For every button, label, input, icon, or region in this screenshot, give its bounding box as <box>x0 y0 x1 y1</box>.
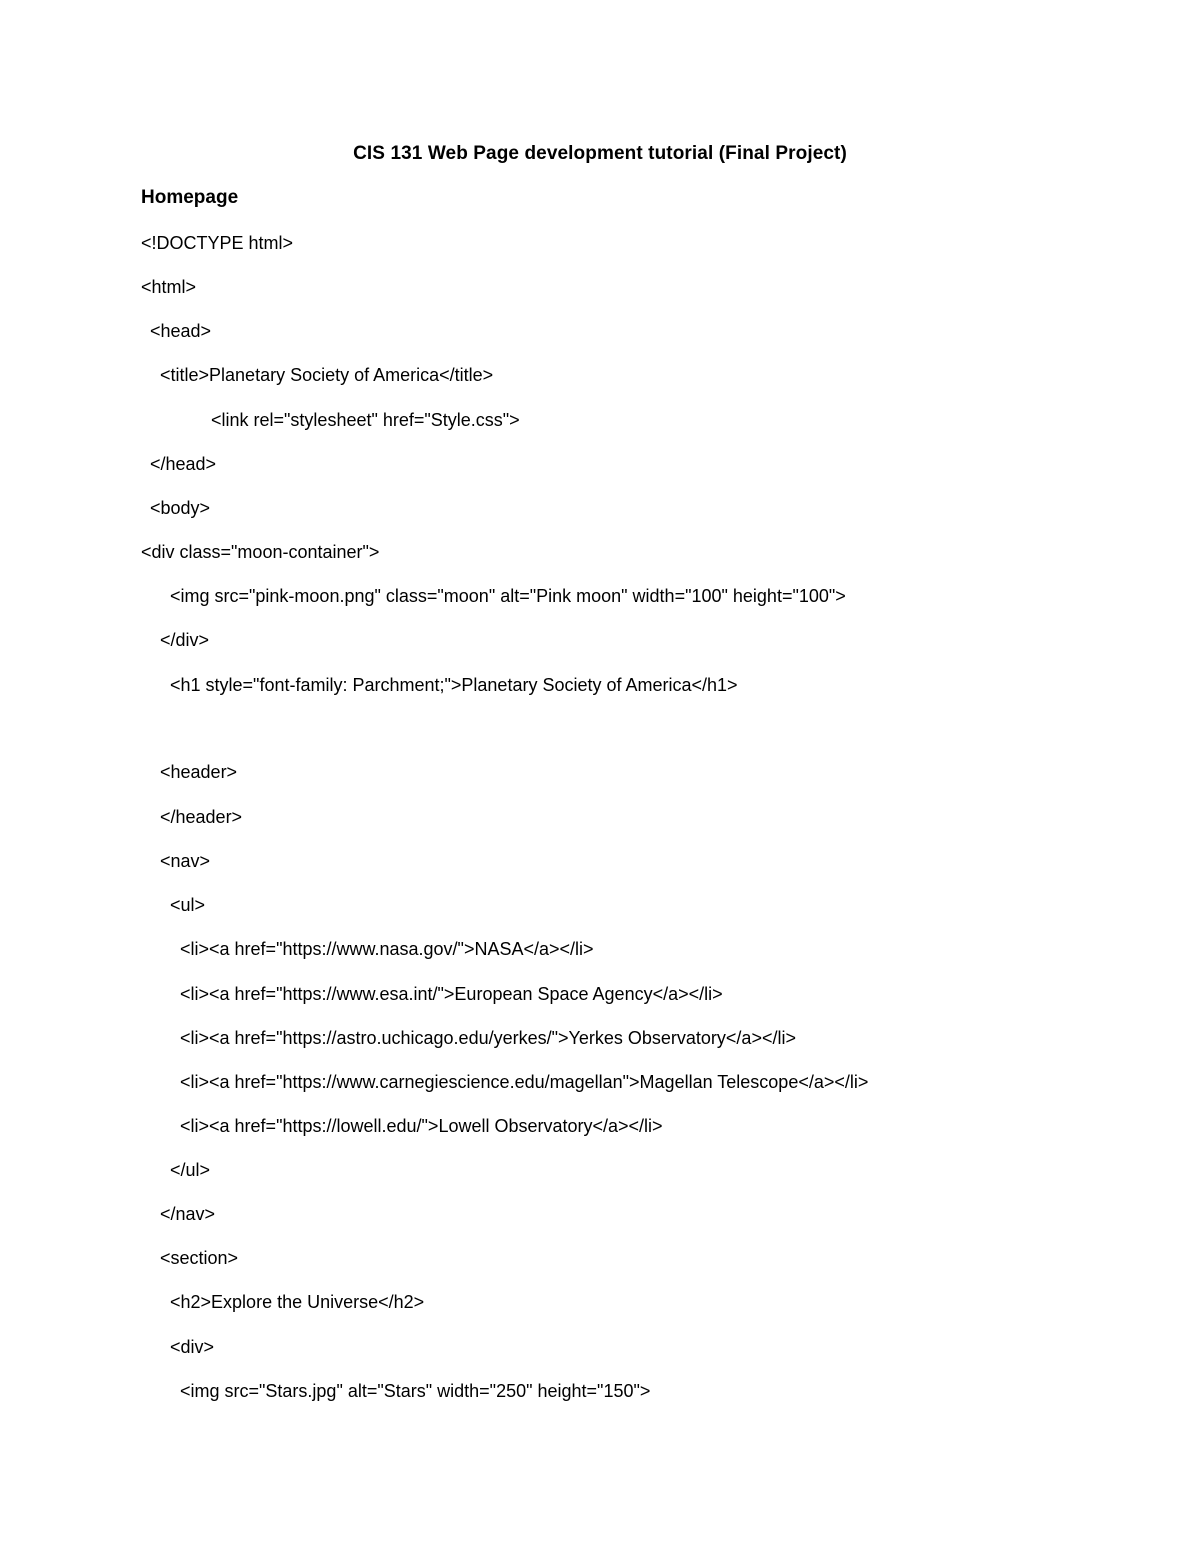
code-line: <body> <box>150 498 211 518</box>
code-line: <h1 style="font-family: Parchment;">Planetary Society of America</h1> <box>170 675 738 695</box>
code-line: </head> <box>150 454 217 474</box>
code-line: </nav> <box>160 1204 216 1224</box>
code-line: <div class="moon-container"> <box>141 542 380 562</box>
code-line: <img src="pink-moon.png" class="moon" alt="Pink moon" width="100" height="100"> <box>170 586 846 606</box>
code-line: <li><a href="https://www.carnegiescience.edu/magellan">Magellan Telescope</a></li> <box>180 1072 869 1092</box>
section-heading-homepage: Homepage <box>141 187 239 208</box>
document-title: CIS 131 Web Page development tutorial (Final Project) <box>353 143 847 164</box>
code-line: </div> <box>160 630 210 650</box>
code-line: <title>Planetary Society of America</title> <box>160 365 494 385</box>
code-line: <div> <box>170 1337 215 1357</box>
code-line: <section> <box>160 1248 239 1268</box>
code-line: <head> <box>150 321 212 341</box>
code-line: <li><a href="https://www.nasa.gov/">NASA</a></li> <box>180 939 594 959</box>
code-line: <li><a href="https://lowell.edu/">Lowell Observatory</a></li> <box>180 1116 663 1136</box>
code-line: <html> <box>141 277 197 297</box>
code-line: <ul> <box>170 895 206 915</box>
code-line: <img src="Stars.jpg" alt="Stars" width="250" height="150"> <box>180 1381 651 1401</box>
code-line: <link rel="stylesheet" href="Style.css"> <box>211 410 520 430</box>
code-line: </ul> <box>170 1160 211 1180</box>
code-line: </header> <box>160 807 243 827</box>
code-line: <!DOCTYPE html> <box>141 233 294 253</box>
code-line: <li><a href="https://astro.uchicago.edu/yerkes/">Yerkes Observatory</a></li> <box>180 1028 796 1048</box>
code-line: <header> <box>160 762 238 782</box>
code-line: <nav> <box>160 851 211 871</box>
code-line: <li><a href="https://www.esa.int/">European Space Agency</a></li> <box>180 984 723 1004</box>
code-line: <h2>Explore the Universe</h2> <box>170 1292 425 1312</box>
